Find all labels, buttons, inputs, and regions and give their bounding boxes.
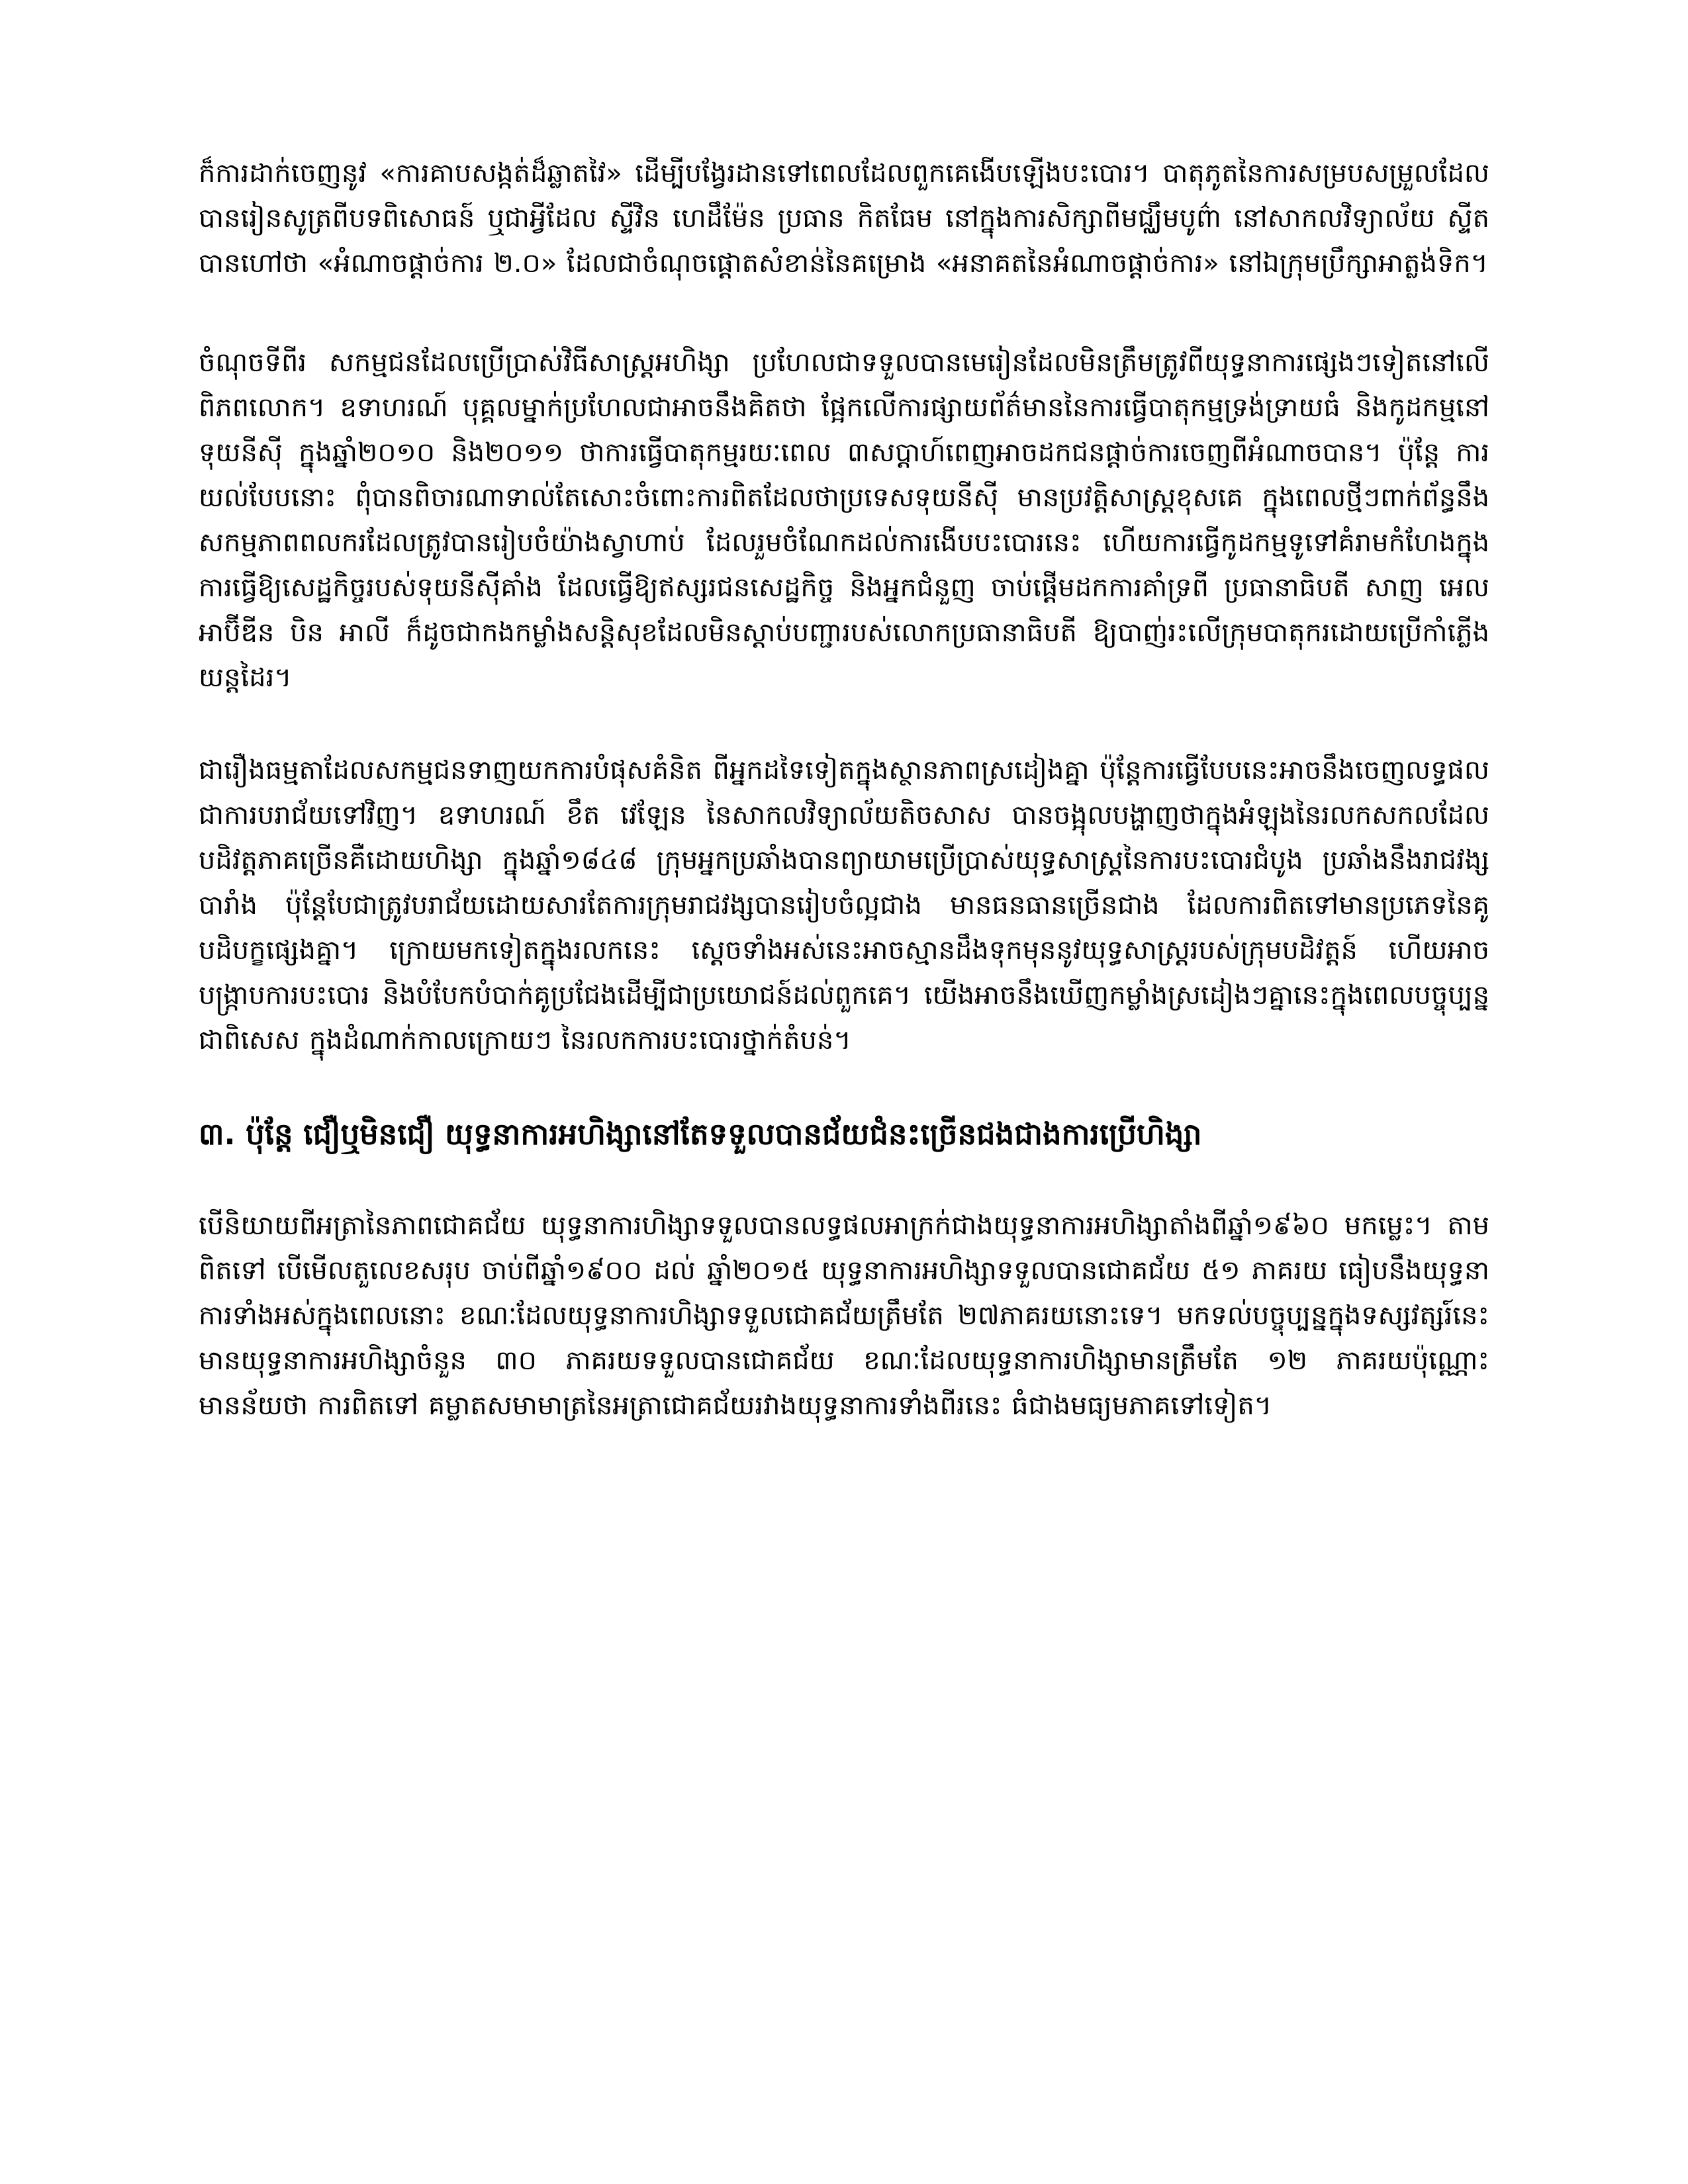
paragraph-3: ជារឿងធម្មតាដែលសកម្មជនទាញយកការបំផុសគំនិត ពីអ្នកដទៃទៀតក្នុងស្ថានភាពស្រដៀងគ្នា ប៉ុន្តែការធ្វើបែបនេះអាចនឹងចេញលទ្ធផលជាការបរាជ័យទៅវិញ។ ឧទាហរណ៍ ខឹត វេឡែន នៃសាកលវិទ្យាល័យតិចសាស បានចង្អុលបង្ហាញថាក្នុងអំឡុងនៃរលកសកលដែលបដិវត្តភាគច្រើនគឺដោយហិង្សា ក្នុងឆ្នាំ១៨៤៨ ក្រុមអ្នកប្រឆាំងបានព្យាយាមប្រើប្រាស់យុទ្ធសាស្ត្រនៃការបះបោរជំបូង ប្រឆាំងនឹងរាជវង្សបារាំង ប៉ុន្តែបែជាត្រូវបរាជ័យដោយសារតែការក្រុមរាជវង្សបានរៀបចំល្អជាង មានធនធានច្រើនជាង ដែលការពិតទៅមានប្រភេទនៃគូបដិបក្ខផ្សេងគ្នា។ ក្រោយមកទៀតក្នុងរលកនេះ ស្តេចទាំងអស់នេះអាចស្មានដឹងទុកមុននូវយុទ្ធសាស្ត្ររបស់ក្រុមបដិវត្តន៍ ហើយអាចបង្ក្រាបការបះបោរ និងបំបែកបំបាក់គូប្រជែងដើម្បីជាប្រយោជន៍ដល់ពួកគេ។ យើងអាចនឹងឃើញកម្លាំងស្រដៀងៗគ្នានេះក្នុងពេលបច្ចុប្បន្ន ជាពិសេស ក្នុងដំណាក់កាលក្រោយៗ នៃរលកការបះបោរថ្នាក់តំបន់។: [199, 755, 1489, 1056]
section-heading: ៣. ប៉ុន្តែ ជឿឬមិនជឿ យុទ្ធនាការអហិង្សានៅតែទទួលបានជ័យជំនះច្រើនជងជាងការប្រើហិង្សា: [199, 1116, 1202, 1152]
paragraph-2: ចំណុចទីពីរ សកម្មជនដែលប្រើប្រាស់វិធីសាស្ត្រអហិង្សា ប្រហែលជាទទួលបានមេរៀនដែលមិនត្រឹមត្រូវពីយុទ្ធនាការផ្សេងៗទៀតនៅលើពិភពលោក។ ឧទាហរណ៍ បុគ្គលម្នាក់ប្រហែលជាអាចនឹងគិតថា ផ្អែកលើការផ្សាយព័ត៌មាននៃការធ្វើបាតុកម្មទ្រង់ទ្រាយធំ និងកូដកម្មនៅ ទុយនីស៊ី ក្នុងឆ្នាំ២០១០ និង២០១១ ថាការធ្វើបាតុកម្មរយៈពេល ៣សប្តាហ៍ពេញអាចដកជនផ្តាច់ការចេញពីអំណាចបាន។ ប៉ុន្តែ ការយល់បែបនោះ ពុំបានពិចារណាទាល់តែសោះចំពោះការពិតដែលថាប្រទេសទុយនីស៊ី មានប្រវត្តិសាស្ត្រខុសគេ ក្នុងពេលថ្មីៗពាក់ព័ន្ធនឹងសកម្មភាពពលករដែលត្រូវបានរៀបចំយ៉ាងស្វាហាប់ ដែលរួមចំណែកដល់ការងើបបះបោរនេះ ហើយការធ្វើកូដកម្មទូទៅគំរាមកំហែងក្នុងការធ្វើឱ្យសេដ្ឋកិច្ចរបស់ទុយនីស៊ីគាំង ដែលធ្វើឱ្យឥស្សរជនសេដ្ឋកិច្ច និងអ្នកជំនួញ ចាប់ផ្តើមដកការគាំទ្រពី ប្រធានាធិបតី សាញ អេល អាប៊ីឌីន បិន អាលី ក៏ដូចជាកងកម្លាំងសន្តិសុខដែលមិនស្តាប់បញ្ជារបស់លោកប្រធានាធិបតី ឱ្យបាញ់រះលើក្រុមបាតុករដោយប្រើកាំភ្លើងយន្តដៃរ។: [199, 347, 1490, 693]
document-page: [199, 151, 1489, 1476]
paragraph-4: បើនិយាយពីអត្រានៃភាពជោគជ័យ យុទ្ធនាការហិង្សាទទួលបានលទ្ធផលអាក្រក់ជាងយុទ្ធនាការអហិង្សាតាំងពីឆ្នាំ១៩៦០ មកម្លេះ។ តាមពិតទៅ បើមើលតួលេខសរុប ចាប់ពីឆ្នាំ១៩០០ ដល់ ឆ្នាំ២០១៥ យុទ្ធនាការអហិង្សាទទួលបានជោគជ័យ ៥១ ភាគរយ ធៀបនឹងយុទ្ធនាការទាំងអស់ក្នុងពេលនោះ ខណៈដែលយុទ្ធនាការហិង្សាទទួលជោគជ័យត្រឹមតែ ២៧ភាគរយនោះទេ។ មកទល់បច្ចុប្បន្នក្នុងទស្សវត្សរ៍នេះ មានយុទ្ធនាការអហិង្សាចំនួន ៣០ ភាគរយទទួលបានជោគជ័យ ខណៈដែលយុទ្ធនាការហិង្សាមានត្រឹមតែ ១២ ភាគរយប៉ុណ្ណោះ មានន័យថា ការពិតទៅ គម្លាតសមាមាត្រនៃអត្រាជោគជ័យរវាងយុទ្ធនាការទាំងពីរនេះ ធំជាងមធ្យមភាគទៅទៀត។: [199, 1210, 1489, 1421]
paragraph-1: ក៏ការដាក់ចេញនូវ «ការគាបសង្កត់ដ៏ឆ្លាតវៃ» ដើម្បីបង្វែរដានទៅពេលដែលពួកគេងើបឡើងបះបោរ។ បាតុភូតនៃការសម្របសម្រួលដែលបានរៀនសូត្រពីបទពិសោធន៍ ឬជាអ្វីដែល ស្ទីវិន ហេដឹម៉ែន ប្រធាន កិតធែម នៅក្នុងការសិក្សាពីមជ្ឈឹមបូព៌ា នៅសាកលវិទ្យាល័យ ស្ទីត បានហៅថា «អំណាចផ្តាច់ការ ២.០» ដែលជាចំណុចផ្តោតសំខាន់នៃគម្រោង «អនាគតនៃអំណាចផ្តាច់ការ» នៅឯក្រុមប្រឹក្សាអាត្លង់ទិក។: [199, 158, 1489, 279]
